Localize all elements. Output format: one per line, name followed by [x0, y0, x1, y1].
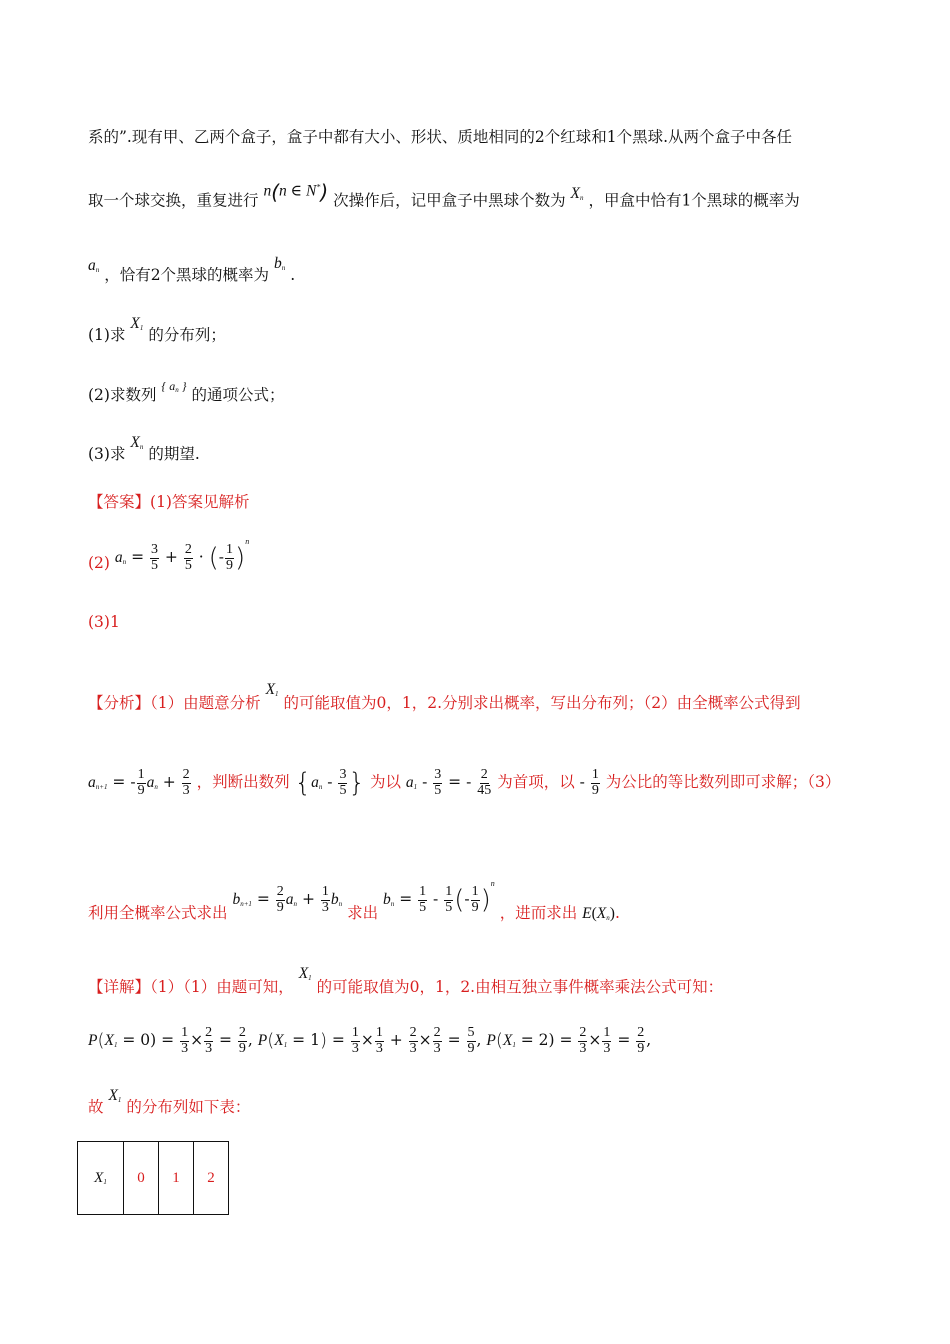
problem-text: ，甲盒中恰有1个黑球的概率为: [588, 191, 800, 210]
question-text: (2)求数列: [88, 386, 157, 404]
distribution-table: [77, 1141, 229, 1215]
analysis-text: 的可能取值为0，1，2.分别求出概率，写出分布列；（2）由全概率公式得到: [283, 694, 801, 712]
problem-line-2: [88, 180, 800, 212]
problem-text: 系的”.现有甲、乙两个盒子，盒子中都有大小、形状、质地相同的2个红球和1个黑球.从两个盒子中各任: [88, 128, 793, 146]
answer-2-formula: $a_n$ = $\frac{3}{5}$ + $\frac{2}{5}$ · (- $\frac{1}{9}$ )$^n$: [114, 537, 250, 573]
var-x1: $X_1$: [130, 315, 144, 332]
formula-bn: $b_n$ = $\frac{1}{5}$ - $\frac{1}{5}$ (- $\frac{1}{9}$ )$^n$: [383, 879, 495, 915]
question-2: [88, 379, 285, 404]
first-term: $a_1$ - $\frac{3}{5}$ = - $\frac{2}{45}$: [405, 767, 492, 798]
var-bn: $b_n$: [274, 255, 286, 272]
problem-line-3: [88, 255, 296, 284]
answer-line-3: [88, 615, 120, 631]
detail-text: 的可能取值为0，1，2.由相互独立事件概率乘法公式可知：: [316, 978, 724, 996]
answer-line-1: [88, 495, 249, 511]
answer-3: (3)1: [88, 613, 120, 631]
question-text: (1)求: [88, 326, 126, 344]
answer-line-2: [88, 538, 249, 573]
detail-text: （1）（1）由题可知，: [150, 978, 294, 996]
formula-n-in-naturals: n(n ∈ N*): [263, 180, 329, 204]
var-x1: $X_1$: [265, 681, 279, 698]
detail-probabilities: $P(X_1 = 0)$ = $\frac{1}{3}$ × $\frac{2}{3}$ = $\frac{2}{9}$ , $P(X_1 = 1)$ = $\frac{1}{3}$ × $\frac{1}{3}$ + $\frac{2}{3}$ × $\frac{2}{3}$ = $\frac{5}{9}$ , $P(X_1 = 2)$ = $\frac{2}{3}$ × $\frac{1}{3}$ = $\frac{2}{9}$ ,: [88, 1025, 652, 1056]
var-xn: $X_n$: [130, 434, 144, 451]
answer-tag: 【答案】: [88, 493, 151, 511]
detail-text: 故: [88, 1098, 104, 1116]
analysis-text: 为以: [369, 773, 401, 792]
recurrence-an: $a_{n+1}$ = - $\frac{1}{9}$ $a_n$ + $\frac{2}{3}$: [88, 767, 190, 798]
analysis-line-2: [88, 768, 840, 798]
table-cell: 2: [194, 1142, 229, 1215]
sequence-an: { $a_n$ }: [161, 379, 187, 394]
question-3: [88, 434, 200, 463]
analysis-tag: 【分析】: [88, 694, 151, 712]
analysis-line-1: [88, 681, 801, 712]
table-cell: 1: [159, 1142, 194, 1215]
detail-tag: 【详解】: [88, 978, 151, 996]
analysis-text: ，进而求出: [499, 904, 578, 922]
analysis-text: 为首项，以: [497, 773, 575, 792]
recurrence-bn: $b_{n+1}$ = $\frac{2}{9}$ $a_n$ + $\frac{1}{3}$ $b_n$: [232, 883, 343, 915]
expectation-xn: $E(X_n)$: [582, 905, 615, 922]
analysis-text: ，判断出数列: [196, 773, 290, 792]
analysis-line-3: [88, 879, 620, 922]
question-text: 的期望.: [148, 445, 200, 463]
analysis-text: 求出: [347, 904, 379, 922]
problem-text: ，恰有2个黑球的概率为: [104, 266, 270, 284]
problem-text: 取一个球交换，重复进行: [88, 191, 259, 210]
common-ratio: - $\frac{1}{9}$: [579, 767, 599, 798]
analysis-text: 利用全概率公式求出: [88, 904, 228, 922]
var-an: $a_n$: [88, 257, 100, 274]
sequence-an-minus: {$a_n$ - $\frac{3}{5}$ }: [294, 767, 365, 799]
problem-text: .: [290, 266, 296, 284]
answer-2-prefix: (2): [88, 554, 110, 572]
question-text: (3)求: [88, 445, 126, 463]
problem-text: 次操作后，记甲盒子中黑球个数为: [333, 191, 566, 210]
var-x1: $X_1$: [108, 1087, 122, 1104]
analysis-text: （1）由题意分析: [150, 694, 261, 712]
var-x1: $X_1$: [298, 965, 312, 982]
table-cell: 0: [124, 1142, 159, 1215]
table-row: [78, 1142, 229, 1215]
question-1: [88, 315, 226, 344]
question-text: 的通项公式；: [191, 386, 285, 404]
question-text: 的分布列；: [148, 326, 226, 344]
answer-1: (1)答案见解析: [150, 493, 250, 511]
analysis-text: .: [614, 904, 620, 922]
table-header-cell: $X_1$: [78, 1142, 124, 1215]
detail-line-1: [88, 965, 724, 996]
detail-line-3: [88, 1087, 251, 1116]
detail-text: 的分布列如下表：: [126, 1098, 251, 1116]
problem-line-1: [88, 130, 792, 146]
var-xn: $X_n$: [570, 184, 584, 202]
analysis-text: 为公比的等比数列即可求解；（3）: [605, 773, 841, 792]
